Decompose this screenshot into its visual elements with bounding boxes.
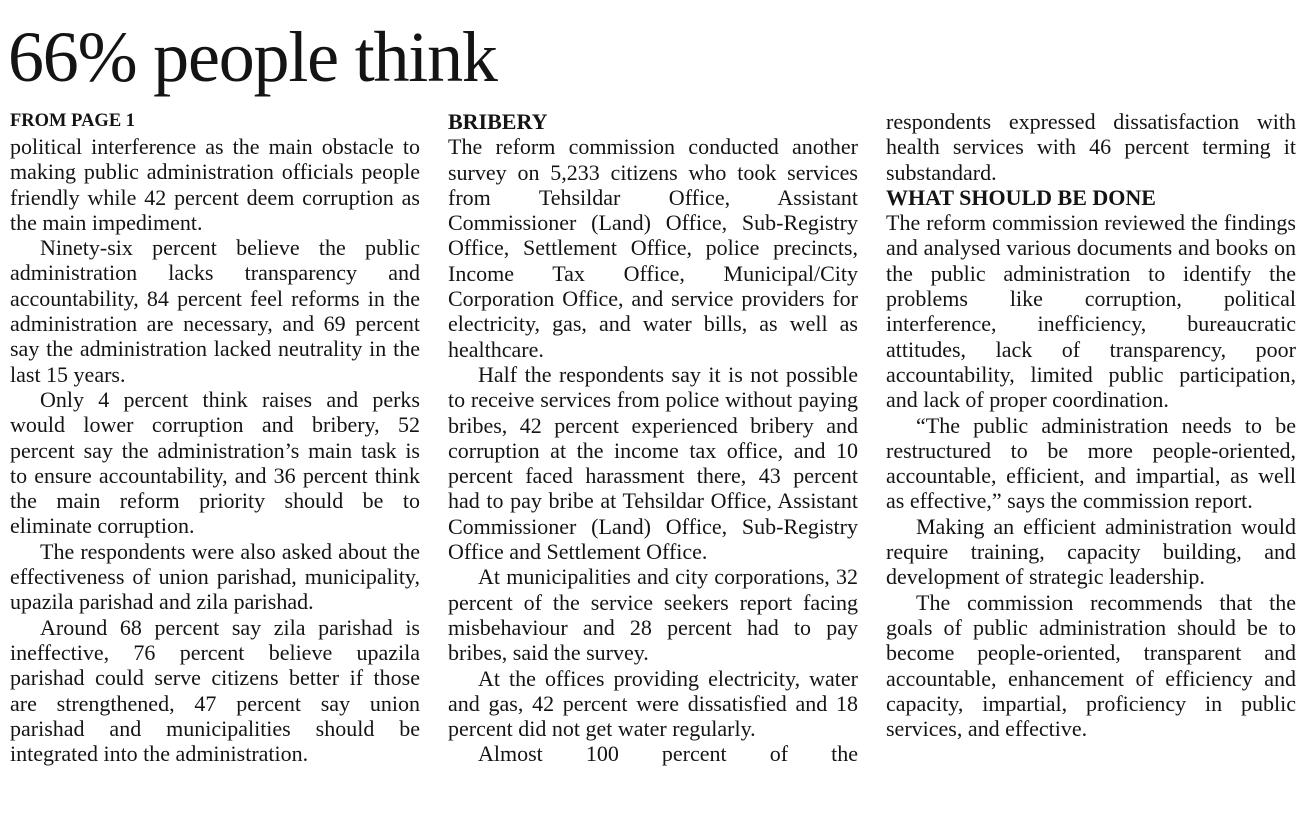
body-paragraph: At the offices providing electricity, water and gas, 42 percent were dissatisfied and 18 percent did not get water regularly.	[448, 665, 858, 742]
body-paragraph: Making an efficient administration would require training, capacity building, and development of strategic leadership.	[886, 513, 1296, 590]
article-column-2	[448, 109, 858, 767]
body-paragraph: Almost 100 percent of the	[478, 741, 858, 767]
body-paragraph: The reform commission conducted another survey on 5,233 citizens who took services from Tehsildar Office, Assistant Commissioner (Land) Office, Sub-Registry Office, Settlement Office, police precincts, Income Tax Office, Municipal/City Corporation Office, and service providers for electricity, gas, and water bills, as well as healthcare.	[448, 134, 858, 362]
headline: 66% people think	[8, 17, 497, 97]
body-paragraph: The respondents were also asked about the effectiveness of union parishad, municipality, upazila parishad and zila parishad.	[10, 538, 420, 615]
body-paragraph: The commission recommends that the goals of public administration should be to become people-oriented, transparent and accountable, enhancement of efficiency and capacity, impartial, proficiency in public services, and effective.	[886, 589, 1296, 742]
kicker-from-page-1: FROM PAGE 1	[10, 111, 136, 131]
body-paragraph: Only 4 percent think raises and perks would lower corruption and bribery, 52 percent say the administration’s main task is to ensure accountability, and 36 percent think the main reform priority should be to eliminate corruption.	[10, 386, 420, 539]
body-paragraph: At municipalities and city corporations, 32 percent of the service seekers report facing misbehaviour and 28 percent had to pay bribes, said the survey.	[448, 564, 858, 666]
body-paragraph: Around 68 percent say zila parishad is ineffective, 76 percent believe upazila parishad could serve citizens better if those are strengthened, 47 percent say union parishad and municipalities should be integrated into the administration.	[10, 614, 420, 767]
body-paragraph: Half the respondents say it is not possible to receive services from police without paying bribes, 42 percent experienced bribery and corruption at the income tax office, and 10 percent faced harassment there, 43 percent had to pay bribe at Tehsildar Office, Assistant Commissioner (Land) Office, Sub-Registry Office and Settlement Office.	[448, 361, 858, 565]
article-column-3	[886, 109, 1296, 741]
body-paragraph: Ninety-six percent believe the public administration lacks transparency and accountability, 84 percent feel reforms in the administration are necessary, and 69 percent say the administration lacked neutrality in the last 15 years.	[10, 235, 420, 387]
body-paragraph: political interference as the main obstacle to making public administration officials people friendly while 42 percent deem corruption as the main impediment.	[10, 134, 420, 235]
body-paragraph: The reform commission reviewed the findings and analysed various documents and books on the public administration to identify the problems like corruption, political interference, inefficiency, bureaucratic attitudes, lack of transparency, poor accountability, limited public participation, and lack of proper coordination.	[886, 210, 1296, 413]
article-column-1	[10, 109, 420, 766]
section-heading-bribery: BRIBERY	[448, 109, 548, 134]
body-paragraph-continued: respondents expressed dissatisfaction with health services with 46 percent terming it substandard.	[886, 109, 1296, 185]
body-paragraph: “The public administration needs to be restructured to be more people-oriented, accountable, efficient, and impartial, as well as effective,” says the commission report.	[886, 412, 1296, 514]
section-heading-what-should-be-done: WHAT SHOULD BE DONE	[886, 184, 1156, 210]
